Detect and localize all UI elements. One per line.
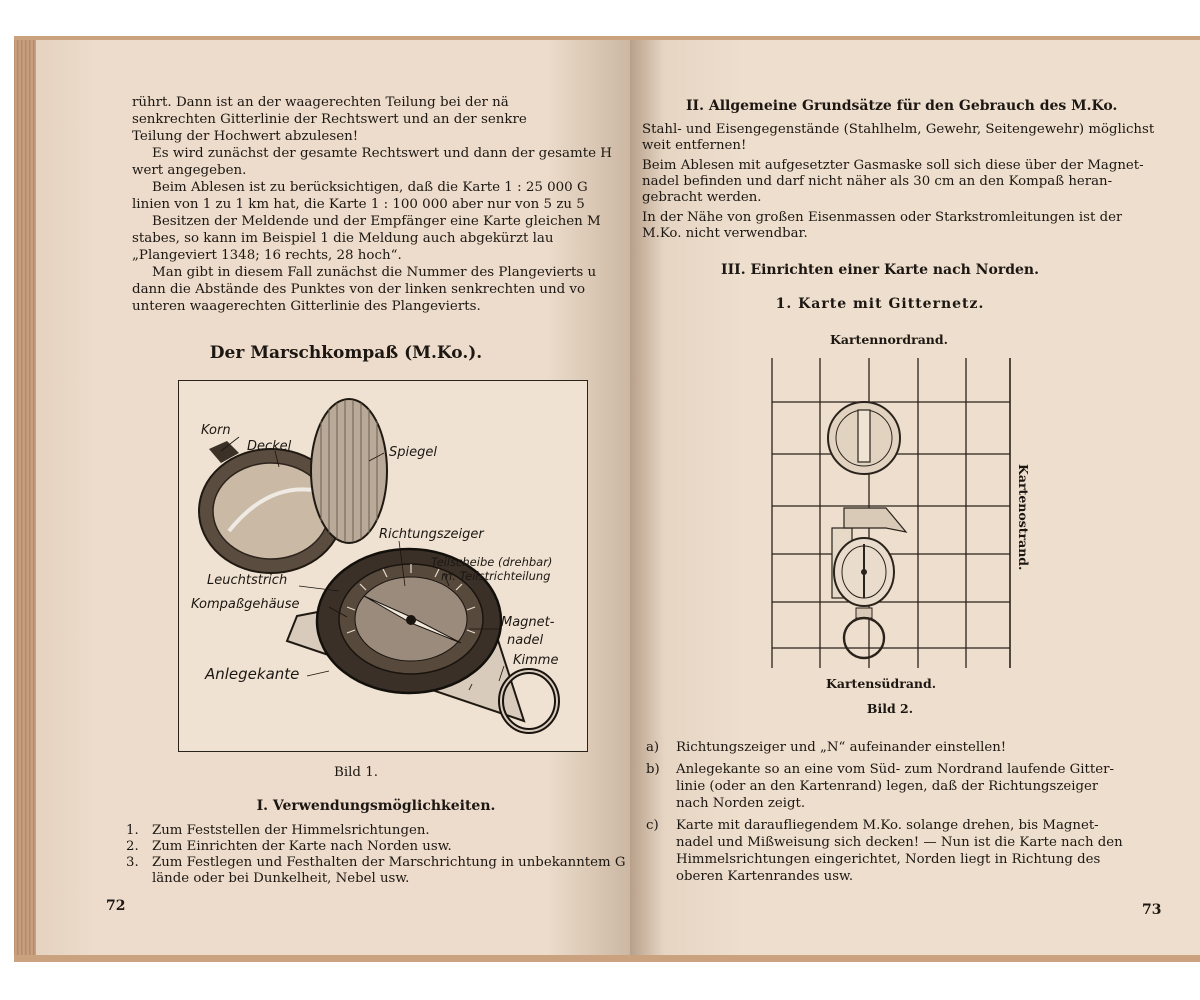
label-richtungszeiger: Richtungszeiger — [379, 527, 484, 542]
label-magnet: Magnet- — [501, 615, 555, 630]
map-label-south: Kartensüdrand. — [826, 676, 937, 691]
label-deckel: Deckel — [247, 439, 292, 454]
principle-line: Beim Ablesen mit aufgesetzter Gasmaske soll sich diese über der Magnet- — [642, 158, 1144, 173]
label-spiegel: Spiegel — [389, 445, 437, 460]
paragraph-line: Beim Ablesen ist zu berücksichtigen, daß die Karte 1 : 25 000 G — [152, 180, 588, 195]
principle-line: nadel befinden und darf nicht näher als 30 cm an den Kompaß heran- — [642, 174, 1113, 189]
label-kimme: Kimme — [513, 653, 559, 668]
paragraph-line: rührt. Dann ist an der waagerechten Teilung bei der nä — [132, 95, 509, 110]
section-title: I. Verwendungsmöglichkeiten. — [256, 798, 496, 814]
label-teilstrichteilung: m. Teilstrichteilung — [441, 569, 551, 583]
figure-caption: Bild 1. — [333, 765, 378, 780]
figure-caption: Bild 2. — [866, 701, 914, 716]
principle-line: In der Nähe von großen Eisenmassen oder Starkstromleitungen ist der — [642, 210, 1123, 225]
step-line: nadel und Mißweisung sich decken! — Nun ist die Karte nach den — [676, 835, 1123, 850]
label-kompassgehaeuse: Kompaßgehäuse — [191, 597, 300, 612]
paragraph-line: dann die Abstände des Punktes von der linken senkrechten und vo — [132, 282, 586, 297]
paragraph-line: unteren waagerechten Gitterlinie des Plangevierts. — [132, 299, 481, 314]
principle-line: Stahl- und Eisengegenstände (Stahlhelm, Gewehr, Seitengewehr) möglichst — [642, 122, 1155, 137]
paragraph-line: senkrechten Gitterlinie der Rechtswert und an der senkre — [132, 112, 527, 127]
principle-line: weit entfernen! — [642, 138, 747, 153]
open-book — [14, 36, 1200, 962]
section-title: II. Allgemeine Grundsätze für den Gebrauch des M.Ko. — [686, 98, 1118, 114]
label-leuchtstrich: Leuchtstrich — [207, 573, 288, 588]
left-page — [36, 40, 636, 955]
grid-map-figure — [766, 358, 1036, 674]
page-number: 72 — [106, 898, 126, 914]
principle-line: M.Ko. nicht verwendbar. — [642, 226, 808, 241]
subsection-title: 1. Karte mit Gitternetz. — [775, 296, 985, 312]
label-nadel: nadel — [507, 633, 544, 648]
step-line: b) Anlegekante so an eine vom Süd- zum Nordrand laufende Gitter- — [646, 762, 1114, 777]
map-label-east: Kartenostrand. — [1016, 464, 1031, 571]
label-teilscheibe: Teilscheibe (drehbar) — [431, 555, 553, 569]
step-line: nach Norden zeigt. — [676, 796, 806, 811]
list-item: lände oder bei Dunkelheit, Nebel usw. — [152, 871, 410, 886]
grid-map-illustration — [766, 358, 1036, 674]
list-item: 1. Zum Feststellen der Himmelsrichtungen. — [126, 823, 430, 838]
paragraph-line: Es wird zunächst der gesamte Rechtswert und dann der gesamte H — [152, 146, 612, 161]
compass-figure — [178, 380, 588, 752]
list-item: 3. Zum Festlegen und Festhalten der Marschrichtung in unbekanntem G — [126, 855, 626, 870]
list-item: 2. Zum Einrichten der Karte nach Norden usw. — [126, 839, 452, 854]
label-anlegekante: Anlegekante — [205, 665, 300, 683]
book-page-edges — [14, 40, 38, 955]
paragraph-line: linien von 1 zu 1 km hat, die Karte 1 : 100 000 aber nur von 5 zu 5 — [132, 197, 585, 212]
step-line: Himmelsrichtungen eingerichtet, Norden liegt in Richtung des — [676, 852, 1101, 867]
paragraph-line: Besitzen der Meldende und der Empfänger eine Karte gleichen M — [152, 214, 601, 229]
section-title: III. Einrichten einer Karte nach Norden. — [721, 262, 1039, 278]
step-line: oberen Kartenrandes usw. — [676, 869, 854, 884]
step-line: a) Richtungszeiger und „N“ aufeinander einstellen! — [646, 740, 1007, 755]
paragraph-line: „Plangeviert 1348; 16 rechts, 28 hoch“. — [132, 248, 402, 263]
principle-line: gebracht werden. — [642, 190, 762, 205]
right-page — [630, 40, 1200, 955]
page-number: 73 — [1142, 902, 1162, 918]
step-line: c) Karte mit daraufliegendem M.Ko. solange drehen, bis Magnet- — [646, 818, 1099, 833]
paragraph-line: wert angegeben. — [132, 163, 247, 178]
label-korn: Korn — [201, 423, 231, 438]
figure-title: Der Marschkompaß (M.Ko.). — [209, 343, 483, 363]
paragraph-line: Teilung der Hochwert abzulesen! — [132, 129, 359, 144]
paragraph-line: Man gibt in diesem Fall zunächst die Nummer des Plangevierts u — [152, 265, 597, 280]
map-label-north: Kartennordrand. — [830, 332, 948, 347]
paragraph-line: stabes, so kann im Beispiel 1 die Meldung auch abgekürzt lau — [132, 231, 554, 246]
step-line: linie (oder an den Kartenrand) legen, daß der Richtungszeiger — [676, 779, 1099, 794]
